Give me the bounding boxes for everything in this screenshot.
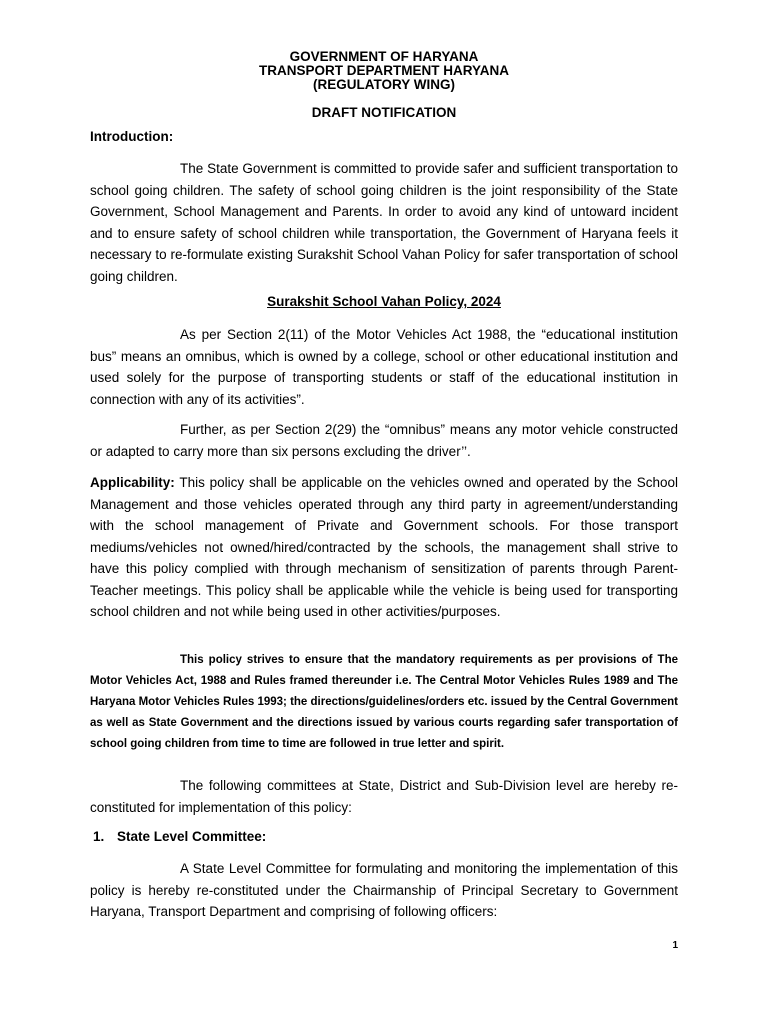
state-committee-paragraph: A State Level Committee for formulating and monitoring the implementation of this policy is hereby re-constituted under the Chairmanship of Principal Secretary to Government Haryana, Transport Department and comprising of following officers: bbox=[90, 861, 678, 919]
introduction-paragraph: The State Government is committed to provide safer and sufficient transportation to school going children. The safety of school going children is the joint responsibility of the State Government, School Management and Parents. In order to avoid any kind of untoward incident and to ensure safety of school children while transportation, the Government of Haryana feels it necessary to re-formulate existing Surakshit School Vahan Policy for safer transportation of school going children. bbox=[90, 161, 678, 284]
applicability-paragraph bbox=[90, 472, 678, 623]
section-2-11-paragraph: As per Section 2(11) of the Motor Vehicles Act 1988, the “educational institution bus” means an omnibus, which is owned by a college, school or other educational institution and used solely for the purpose of transporting students or staff of the educational institution in connection with any of its activities”. bbox=[90, 327, 678, 407]
committees-paragraph: The following committees at State, District and Sub-Division level are hereby re-constituted for implementation of this policy: bbox=[90, 778, 678, 815]
header-department: TRANSPORT DEPARTMENT HARYANA bbox=[258, 63, 509, 78]
header-government: GOVERNMENT OF HARYANA bbox=[289, 49, 479, 64]
state-committee-number: 1. bbox=[93, 829, 105, 844]
applicability-text: This policy shall be applicable on the vehicles owned and operated by the School Management and those vehicles operated through any third party in agreement/understanding with the school management of Private and Government schools. For those transport mediums/vehicles not owned/hired/contracted by the schools, the management shall strive to have this policy complied with through mechanism of sensitization of parents through Parent-Teacher meetings. This policy shall be applicable while the vehicle is being used for transporting school children and not while being used in other activities/purposes. bbox=[90, 475, 678, 619]
page-number: 1 bbox=[672, 940, 678, 951]
introduction-heading: Introduction: bbox=[90, 129, 174, 144]
policy-title: Surakshit School Vahan Policy, 2024 bbox=[267, 294, 501, 309]
state-committee-title: State Level Committee: bbox=[117, 829, 267, 844]
header-draft-notification: DRAFT NOTIFICATION bbox=[311, 105, 457, 120]
section-2-29-paragraph: Further, as per Section 2(29) the “omnibus” means any motor vehicle constructed or adapted to carry more than six persons excluding the driver’’. bbox=[90, 422, 678, 459]
header-wing: (REGULATORY WING) bbox=[313, 77, 455, 92]
policy-strives-paragraph: This policy strives to ensure that the mandatory requirements as per provisions of The Motor Vehicles Act, 1988 and Rules framed thereunder i.e. The Central Motor Vehicles Rules 1989 and The Haryana Motor Vehicles Rules 1993; the directions/guidelines/orders etc. issued by the Central Government as well as State Government and the directions issued by various courts regarding safer transportation of school going children from time to time are followed in true letter and spirit. bbox=[90, 654, 678, 750]
applicability-label: Applicability: bbox=[90, 475, 175, 490]
state-committee-heading bbox=[93, 829, 266, 844]
